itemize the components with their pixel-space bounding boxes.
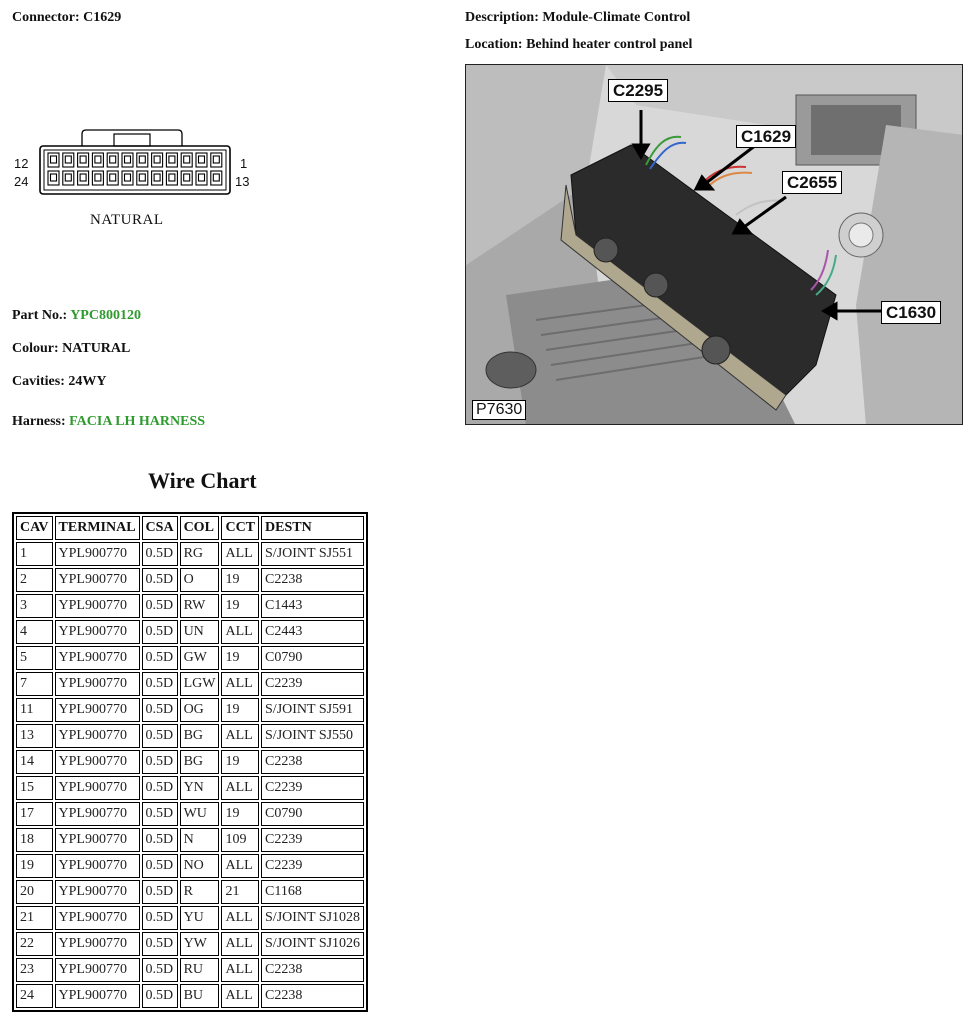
connector-line: [12, 10, 121, 26]
connector-pin: [92, 153, 103, 167]
header-destn: DESTN: [261, 516, 364, 540]
cell-terminal: YPL900770: [55, 984, 140, 1008]
pin-label-13: 13: [235, 174, 250, 189]
connector-pin: [211, 171, 222, 185]
table-row: [16, 672, 364, 696]
cell-destn: C1443: [261, 594, 364, 618]
cell-destn: C2239: [261, 828, 364, 852]
cell-cav: 24: [16, 984, 53, 1008]
cell-cav: 15: [16, 776, 53, 800]
cell-col: LGW: [180, 672, 220, 696]
connector-pin: [63, 153, 74, 167]
location-line: [465, 37, 692, 53]
connector-pin-socket: [65, 174, 71, 181]
cell-csa: 0.5D: [142, 568, 178, 592]
connector-pin-socket: [169, 174, 175, 181]
cell-terminal: YPL900770: [55, 620, 140, 644]
cell-cav: 20: [16, 880, 53, 904]
description-label: Description:: [465, 10, 539, 25]
connector-pin-socket: [51, 156, 57, 163]
table-row: [16, 932, 364, 956]
cell-csa: 0.5D: [142, 698, 178, 722]
connector-pin: [78, 171, 89, 185]
table-row: [16, 854, 364, 878]
pin-label-24: 24: [14, 174, 29, 189]
cell-col: NO: [180, 854, 220, 878]
connector-pin-socket: [213, 156, 219, 163]
cell-col: YU: [180, 906, 220, 930]
connector-pin: [166, 171, 177, 185]
cell-col: YN: [180, 776, 220, 800]
cell-cct: 19: [221, 750, 259, 774]
callout-c2655: C2655: [782, 171, 842, 194]
cell-cct: 19: [221, 698, 259, 722]
cell-csa: 0.5D: [142, 880, 178, 904]
connector-pin-socket: [125, 174, 131, 181]
cell-col: GW: [180, 646, 220, 670]
cell-cct: ALL: [221, 906, 259, 930]
connector-pin-socket: [213, 174, 219, 181]
connector-pin: [181, 171, 192, 185]
cell-destn: S/JOINT SJ1028: [261, 906, 364, 930]
cell-csa: 0.5D: [142, 542, 178, 566]
cell-destn: C2239: [261, 672, 364, 696]
connector-pin-socket: [80, 156, 86, 163]
wire-chart-title: Wire Chart: [148, 468, 257, 493]
description-value: Module-Climate Control: [542, 10, 691, 25]
connector-pin: [181, 153, 192, 167]
harness-link[interactable]: FACIA LH HARNESS: [69, 414, 206, 429]
cell-cav: 17: [16, 802, 53, 826]
cell-col: RG: [180, 542, 220, 566]
table-row: [16, 802, 364, 826]
cell-cav: 1: [16, 542, 53, 566]
cell-terminal: YPL900770: [55, 568, 140, 592]
description-line: [465, 10, 690, 26]
table-row: [16, 828, 364, 852]
cell-cct: ALL: [221, 776, 259, 800]
location-value: Behind heater control panel: [526, 37, 693, 52]
cell-cct: ALL: [221, 542, 259, 566]
connector-face-diagram: [10, 128, 260, 238]
cell-csa: 0.5D: [142, 854, 178, 878]
colour-label: Colour:: [12, 341, 59, 356]
connector-pin: [107, 171, 118, 185]
cell-terminal: YPL900770: [55, 594, 140, 618]
location-photo: [465, 64, 963, 425]
cell-csa: 0.5D: [142, 906, 178, 930]
cell-cav: 2: [16, 568, 53, 592]
table-row: [16, 724, 364, 748]
connector-pin: [137, 171, 148, 185]
cell-cav: 5: [16, 646, 53, 670]
callout-c1629: C1629: [736, 125, 796, 148]
cell-csa: 0.5D: [142, 620, 178, 644]
cell-cav: 18: [16, 828, 53, 852]
cell-col: O: [180, 568, 220, 592]
connector-pin-socket: [154, 156, 160, 163]
callout-c1630: C1630: [881, 301, 941, 324]
table-row: [16, 776, 364, 800]
connector-pin-socket: [139, 174, 145, 181]
cell-cct: ALL: [221, 854, 259, 878]
cell-cav: 22: [16, 932, 53, 956]
cell-terminal: YPL900770: [55, 854, 140, 878]
cell-col: BG: [180, 724, 220, 748]
cell-col: RW: [180, 594, 220, 618]
cell-cct: ALL: [221, 958, 259, 982]
cell-destn: C2239: [261, 854, 364, 878]
cell-cav: 3: [16, 594, 53, 618]
table-row: [16, 984, 364, 1008]
pin-label-1: 1: [240, 156, 248, 171]
table-row: [16, 568, 364, 592]
cavities-label: Cavities:: [12, 374, 65, 389]
cell-destn: S/JOINT SJ591: [261, 698, 364, 722]
table-row: [16, 906, 364, 930]
connector-pin: [166, 153, 177, 167]
connector-pin-socket: [139, 156, 145, 163]
cell-col: UN: [180, 620, 220, 644]
connector-pin: [196, 153, 207, 167]
header-terminal: TERMINAL: [55, 516, 140, 540]
cell-col: BG: [180, 750, 220, 774]
cell-destn: C2443: [261, 620, 364, 644]
cell-csa: 0.5D: [142, 672, 178, 696]
connector-pin-socket: [184, 156, 190, 163]
connector-pin-socket: [184, 174, 190, 181]
table-row: [16, 542, 364, 566]
connector-pin: [152, 171, 163, 185]
cell-destn: C0790: [261, 802, 364, 826]
table-row: [16, 958, 364, 982]
cell-cct: ALL: [221, 620, 259, 644]
cell-terminal: YPL900770: [55, 724, 140, 748]
cell-destn: S/JOINT SJ551: [261, 542, 364, 566]
wire-chart-body: [16, 542, 364, 1008]
harness-label: Harness:: [12, 414, 66, 429]
cell-cct: ALL: [221, 984, 259, 1008]
cell-terminal: YPL900770: [55, 646, 140, 670]
cell-col: OG: [180, 698, 220, 722]
cell-csa: 0.5D: [142, 646, 178, 670]
connector-pin-socket: [199, 174, 205, 181]
cell-destn: C2238: [261, 568, 364, 592]
connector-pin: [137, 153, 148, 167]
cell-terminal: YPL900770: [55, 698, 140, 722]
part-no-link[interactable]: YPC800120: [70, 308, 141, 323]
connector-pin-socket: [154, 174, 160, 181]
cell-col: BU: [180, 984, 220, 1008]
cell-col: RU: [180, 958, 220, 982]
photo-id: P7630: [472, 400, 526, 420]
connector-pin: [122, 153, 133, 167]
connector-pin: [196, 171, 207, 185]
connector-label: Connector:: [12, 10, 80, 25]
colour-value: NATURAL: [62, 341, 131, 356]
cell-cct: 19: [221, 646, 259, 670]
cell-terminal: YPL900770: [55, 776, 140, 800]
connector-pin-socket: [95, 156, 101, 163]
cell-destn: C2238: [261, 750, 364, 774]
cavities-value: 24WY: [68, 374, 107, 389]
connector-pin-socket: [95, 174, 101, 181]
connector-pin: [152, 153, 163, 167]
part-no-line: [12, 308, 141, 324]
header-cav: CAV: [16, 516, 53, 540]
cell-cct: 19: [221, 594, 259, 618]
cell-col: N: [180, 828, 220, 852]
cell-terminal: YPL900770: [55, 828, 140, 852]
connector-pin-socket: [110, 174, 116, 181]
cell-cav: 7: [16, 672, 53, 696]
location-label: Location:: [465, 37, 523, 52]
connector-pin: [211, 153, 222, 167]
header-cct: CCT: [221, 516, 259, 540]
connector-pin: [48, 153, 59, 167]
cell-csa: 0.5D: [142, 776, 178, 800]
cell-terminal: YPL900770: [55, 750, 140, 774]
connector-pin: [107, 153, 118, 167]
connector-pin-socket: [125, 156, 131, 163]
connector-pin-socket: [169, 156, 175, 163]
cell-destn: C1168: [261, 880, 364, 904]
connector-value: C1629: [83, 10, 122, 25]
connector-pin: [63, 171, 74, 185]
cell-csa: 0.5D: [142, 932, 178, 956]
cell-terminal: YPL900770: [55, 906, 140, 930]
cell-cct: 21: [221, 880, 259, 904]
cell-cav: 4: [16, 620, 53, 644]
connector-pin: [78, 153, 89, 167]
connector-pin: [48, 171, 59, 185]
pin-label-12: 12: [14, 156, 29, 171]
cell-destn: C2239: [261, 776, 364, 800]
cell-cav: 11: [16, 698, 53, 722]
connector-pin: [92, 171, 103, 185]
cell-terminal: YPL900770: [55, 802, 140, 826]
cell-col: WU: [180, 802, 220, 826]
part-no-label: Part No.:: [12, 308, 68, 323]
cell-csa: 0.5D: [142, 724, 178, 748]
cell-cct: ALL: [221, 724, 259, 748]
table-header-row: [16, 516, 364, 540]
cell-cct: 19: [221, 568, 259, 592]
connector-pin-socket: [80, 174, 86, 181]
table-row: [16, 750, 364, 774]
harness-line: [12, 414, 205, 430]
table-row: [16, 620, 364, 644]
cell-cav: 14: [16, 750, 53, 774]
cell-csa: 0.5D: [142, 594, 178, 618]
cell-csa: 0.5D: [142, 958, 178, 982]
cell-terminal: YPL900770: [55, 932, 140, 956]
cell-cav: 21: [16, 906, 53, 930]
cell-destn: S/JOINT SJ550: [261, 724, 364, 748]
connector-pin-socket: [110, 156, 116, 163]
connector-pin-socket: [51, 174, 57, 181]
table-row: [16, 646, 364, 670]
cell-cct: 109: [221, 828, 259, 852]
cell-col: YW: [180, 932, 220, 956]
cell-cct: 19: [221, 802, 259, 826]
cell-destn: S/JOINT SJ1026: [261, 932, 364, 956]
cell-cav: 13: [16, 724, 53, 748]
connector-pin-socket: [199, 156, 205, 163]
cell-terminal: YPL900770: [55, 672, 140, 696]
table-row: [16, 880, 364, 904]
table-row: [16, 594, 364, 618]
cell-destn: C2238: [261, 958, 364, 982]
connector-pin: [122, 171, 133, 185]
header-col: COL: [180, 516, 220, 540]
connector-pin-socket: [65, 156, 71, 163]
header-csa: CSA: [142, 516, 178, 540]
cell-csa: 0.5D: [142, 828, 178, 852]
table-row: [16, 698, 364, 722]
callout-c2295: C2295: [608, 79, 668, 102]
cell-csa: 0.5D: [142, 750, 178, 774]
dashboard-illustration: [466, 65, 963, 425]
cell-terminal: YPL900770: [55, 958, 140, 982]
cell-destn: C2238: [261, 984, 364, 1008]
cell-cct: ALL: [221, 672, 259, 696]
colour-line: [12, 341, 130, 357]
connector-caption: NATURAL: [90, 212, 164, 228]
cell-destn: C0790: [261, 646, 364, 670]
cell-col: R: [180, 880, 220, 904]
wire-chart-table: [12, 512, 368, 1012]
cell-cav: 19: [16, 854, 53, 878]
cavities-line: [12, 374, 107, 390]
cell-cct: ALL: [221, 932, 259, 956]
cell-csa: 0.5D: [142, 984, 178, 1008]
cell-terminal: YPL900770: [55, 880, 140, 904]
cell-terminal: YPL900770: [55, 542, 140, 566]
cell-csa: 0.5D: [142, 802, 178, 826]
cell-cav: 23: [16, 958, 53, 982]
